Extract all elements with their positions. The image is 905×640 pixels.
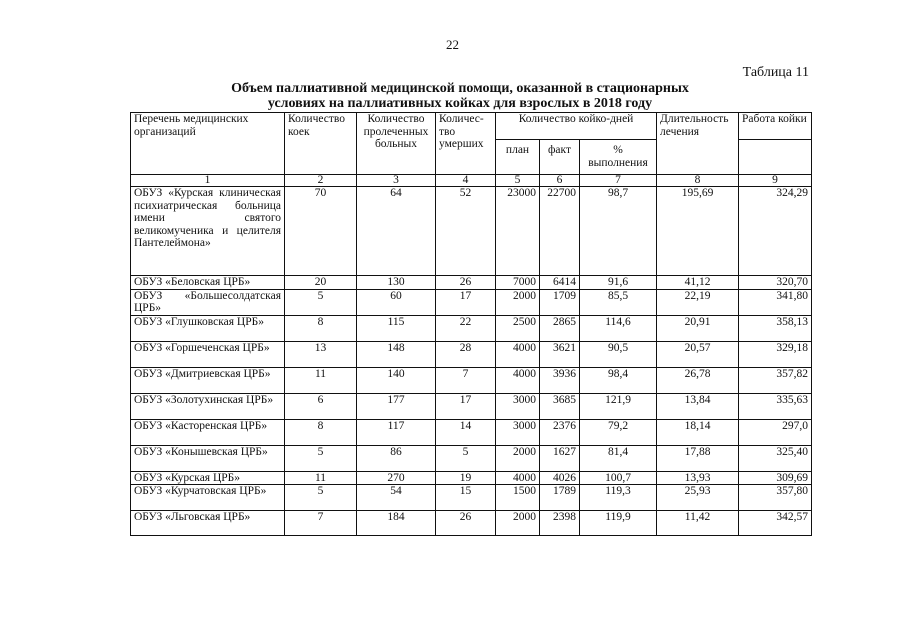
- treated-count-cell: 115: [357, 315, 436, 341]
- header-fact: факт: [540, 140, 580, 175]
- org-name-cell: ОБУЗ «Дмитриевская ЦРБ»: [131, 367, 285, 393]
- fact-bed-days-cell: 4026: [540, 471, 580, 485]
- treatment-duration-cell: 18,14: [657, 419, 739, 445]
- org-name-cell: ОБУЗ «Курская клиническая психиатрическая больница имени святого великомученика и целителя Пантелеймона»: [131, 187, 285, 276]
- fact-bed-days-cell: 1627: [540, 445, 580, 471]
- died-count-cell: 17: [436, 289, 496, 315]
- column-number: 7: [580, 175, 657, 187]
- treatment-duration-cell: 11,42: [657, 511, 739, 536]
- column-number: 6: [540, 175, 580, 187]
- treated-count-cell: 130: [357, 276, 436, 290]
- beds-count-cell: 11: [285, 367, 357, 393]
- column-number: 1: [131, 175, 285, 187]
- treatment-duration-cell: 26,78: [657, 367, 739, 393]
- died-count-cell: 14: [436, 419, 496, 445]
- died-count-cell: 26: [436, 511, 496, 536]
- beds-count-cell: 8: [285, 419, 357, 445]
- title-line-1: Объем паллиативной медицинской помощи, оказанной в стационарных: [231, 81, 689, 96]
- fact-bed-days-cell: 3621: [540, 341, 580, 367]
- page-number: 22: [446, 37, 459, 52]
- fact-bed-days-cell: 1709: [540, 289, 580, 315]
- bed-work-cell: 324,29: [739, 187, 812, 276]
- header-treated: Количество пролеченных больных: [357, 113, 436, 175]
- plan-bed-days-cell: 2000: [496, 511, 540, 536]
- pct-completion-cell: 119,3: [580, 485, 657, 511]
- table-row: [131, 367, 812, 393]
- treatment-duration-cell: 20,91: [657, 315, 739, 341]
- table-label: Таблица 11: [742, 65, 809, 80]
- pct-completion-cell: 90,5: [580, 341, 657, 367]
- pct-completion-cell: 121,9: [580, 393, 657, 419]
- fact-bed-days-cell: 22700: [540, 187, 580, 276]
- column-number: 5: [496, 175, 540, 187]
- org-name-cell: ОБУЗ «Касторенская ЦРБ»: [131, 419, 285, 445]
- table-row: [131, 445, 812, 471]
- table-row: [131, 289, 812, 315]
- table-row: [131, 341, 812, 367]
- column-numbers-row: [131, 175, 812, 187]
- header-bed-work-blank: [739, 140, 812, 175]
- table-row: [131, 471, 812, 485]
- treated-count-cell: 117: [357, 419, 436, 445]
- beds-count-cell: 6: [285, 393, 357, 419]
- table-row: [131, 187, 812, 276]
- treatment-duration-cell: 17,88: [657, 445, 739, 471]
- pct-completion-cell: 98,7: [580, 187, 657, 276]
- bed-work-cell: 309,69: [739, 471, 812, 485]
- plan-bed-days-cell: 2000: [496, 289, 540, 315]
- table-row: [131, 485, 812, 511]
- column-number: 3: [357, 175, 436, 187]
- pct-completion-cell: 91,6: [580, 276, 657, 290]
- plan-bed-days-cell: 2500: [496, 315, 540, 341]
- org-name-cell: ОБУЗ «Большесолдатская ЦРБ»: [131, 289, 285, 315]
- bed-work-cell: 329,18: [739, 341, 812, 367]
- fact-bed-days-cell: 6414: [540, 276, 580, 290]
- bed-work-cell: 297,0: [739, 419, 812, 445]
- bed-work-cell: 325,40: [739, 445, 812, 471]
- plan-bed-days-cell: 4000: [496, 471, 540, 485]
- beds-count-cell: 11: [285, 471, 357, 485]
- table-row: [131, 276, 812, 290]
- treated-count-cell: 177: [357, 393, 436, 419]
- treatment-duration-cell: 195,69: [657, 187, 739, 276]
- treated-count-cell: 184: [357, 511, 436, 536]
- pct-completion-cell: 79,2: [580, 419, 657, 445]
- org-name-cell: ОБУЗ «Беловская ЦРБ»: [131, 276, 285, 290]
- died-count-cell: 22: [436, 315, 496, 341]
- pct-completion-cell: 114,6: [580, 315, 657, 341]
- plan-bed-days-cell: 4000: [496, 341, 540, 367]
- fact-bed-days-cell: 2865: [540, 315, 580, 341]
- fact-bed-days-cell: 3685: [540, 393, 580, 419]
- plan-bed-days-cell: 2000: [496, 445, 540, 471]
- pct-completion-cell: 81,4: [580, 445, 657, 471]
- column-number: 8: [657, 175, 739, 187]
- died-count-cell: 5: [436, 445, 496, 471]
- died-count-cell: 19: [436, 471, 496, 485]
- column-number: 9: [739, 175, 812, 187]
- column-number: 2: [285, 175, 357, 187]
- plan-bed-days-cell: 1500: [496, 485, 540, 511]
- treated-count-cell: 60: [357, 289, 436, 315]
- table-row: [131, 315, 812, 341]
- plan-bed-days-cell: 23000: [496, 187, 540, 276]
- palliative-care-table: [130, 112, 812, 536]
- treatment-duration-cell: 22,19: [657, 289, 739, 315]
- header-bed-work: Работа койки: [739, 113, 812, 140]
- treated-count-cell: 270: [357, 471, 436, 485]
- pct-completion-cell: 98,4: [580, 367, 657, 393]
- died-count-cell: 7: [436, 367, 496, 393]
- bed-work-cell: 335,63: [739, 393, 812, 419]
- table-row: [131, 419, 812, 445]
- plan-bed-days-cell: 3000: [496, 393, 540, 419]
- treated-count-cell: 54: [357, 485, 436, 511]
- treatment-duration-cell: 13,93: [657, 471, 739, 485]
- org-name-cell: ОБУЗ «Конышевская ЦРБ»: [131, 445, 285, 471]
- bed-work-cell: 357,82: [739, 367, 812, 393]
- beds-count-cell: 5: [285, 445, 357, 471]
- header-org: Перечень медицинских организаций: [131, 113, 285, 175]
- bed-work-cell: 358,13: [739, 315, 812, 341]
- died-count-cell: 15: [436, 485, 496, 511]
- died-count-cell: 17: [436, 393, 496, 419]
- fact-bed-days-cell: 1789: [540, 485, 580, 511]
- bed-work-cell: 357,80: [739, 485, 812, 511]
- org-name-cell: ОБУЗ «Золотухинская ЦРБ»: [131, 393, 285, 419]
- table-title: [150, 81, 770, 111]
- fact-bed-days-cell: 3936: [540, 367, 580, 393]
- org-name-cell: ОБУЗ «Курская ЦРБ»: [131, 471, 285, 485]
- header-plan: план: [496, 140, 540, 175]
- beds-count-cell: 70: [285, 187, 357, 276]
- pct-completion-cell: 100,7: [580, 471, 657, 485]
- org-name-cell: ОБУЗ «Курчатовская ЦРБ»: [131, 485, 285, 511]
- header-bed-days: Количество койко-дней: [496, 113, 657, 140]
- org-name-cell: ОБУЗ «Глушковская ЦРБ»: [131, 315, 285, 341]
- treatment-duration-cell: 25,93: [657, 485, 739, 511]
- beds-count-cell: 7: [285, 511, 357, 536]
- header-duration: Длительность лечения: [657, 113, 739, 175]
- plan-bed-days-cell: 3000: [496, 419, 540, 445]
- org-name-cell: ОБУЗ «Льговская ЦРБ»: [131, 511, 285, 536]
- treated-count-cell: 148: [357, 341, 436, 367]
- column-number: 4: [436, 175, 496, 187]
- bed-work-cell: 341,80: [739, 289, 812, 315]
- bed-work-cell: 342,57: [739, 511, 812, 536]
- title-line-2: условиях на паллиативных койках для взрослых в 2018 году: [267, 96, 653, 111]
- plan-bed-days-cell: 4000: [496, 367, 540, 393]
- beds-count-cell: 20: [285, 276, 357, 290]
- beds-count-cell: 8: [285, 315, 357, 341]
- header-pct: % выполнения: [580, 140, 657, 175]
- fact-bed-days-cell: 2376: [540, 419, 580, 445]
- beds-count-cell: 5: [285, 485, 357, 511]
- treatment-duration-cell: 41,12: [657, 276, 739, 290]
- treatment-duration-cell: 13,84: [657, 393, 739, 419]
- died-count-cell: 28: [436, 341, 496, 367]
- fact-bed-days-cell: 2398: [540, 511, 580, 536]
- died-count-cell: 26: [436, 276, 496, 290]
- header-died: Количес-тво умерших: [436, 113, 496, 175]
- treated-count-cell: 64: [357, 187, 436, 276]
- treatment-duration-cell: 20,57: [657, 341, 739, 367]
- header-beds: Количество коек: [285, 113, 357, 175]
- treated-count-cell: 140: [357, 367, 436, 393]
- pct-completion-cell: 119,9: [580, 511, 657, 536]
- pct-completion-cell: 85,5: [580, 289, 657, 315]
- treated-count-cell: 86: [357, 445, 436, 471]
- org-name-cell: ОБУЗ «Горшеченская ЦРБ»: [131, 341, 285, 367]
- beds-count-cell: 13: [285, 341, 357, 367]
- table-row: [131, 393, 812, 419]
- beds-count-cell: 5: [285, 289, 357, 315]
- bed-work-cell: 320,70: [739, 276, 812, 290]
- header-row-1: [131, 113, 812, 140]
- died-count-cell: 52: [436, 187, 496, 276]
- plan-bed-days-cell: 7000: [496, 276, 540, 290]
- table-row: [131, 511, 812, 536]
